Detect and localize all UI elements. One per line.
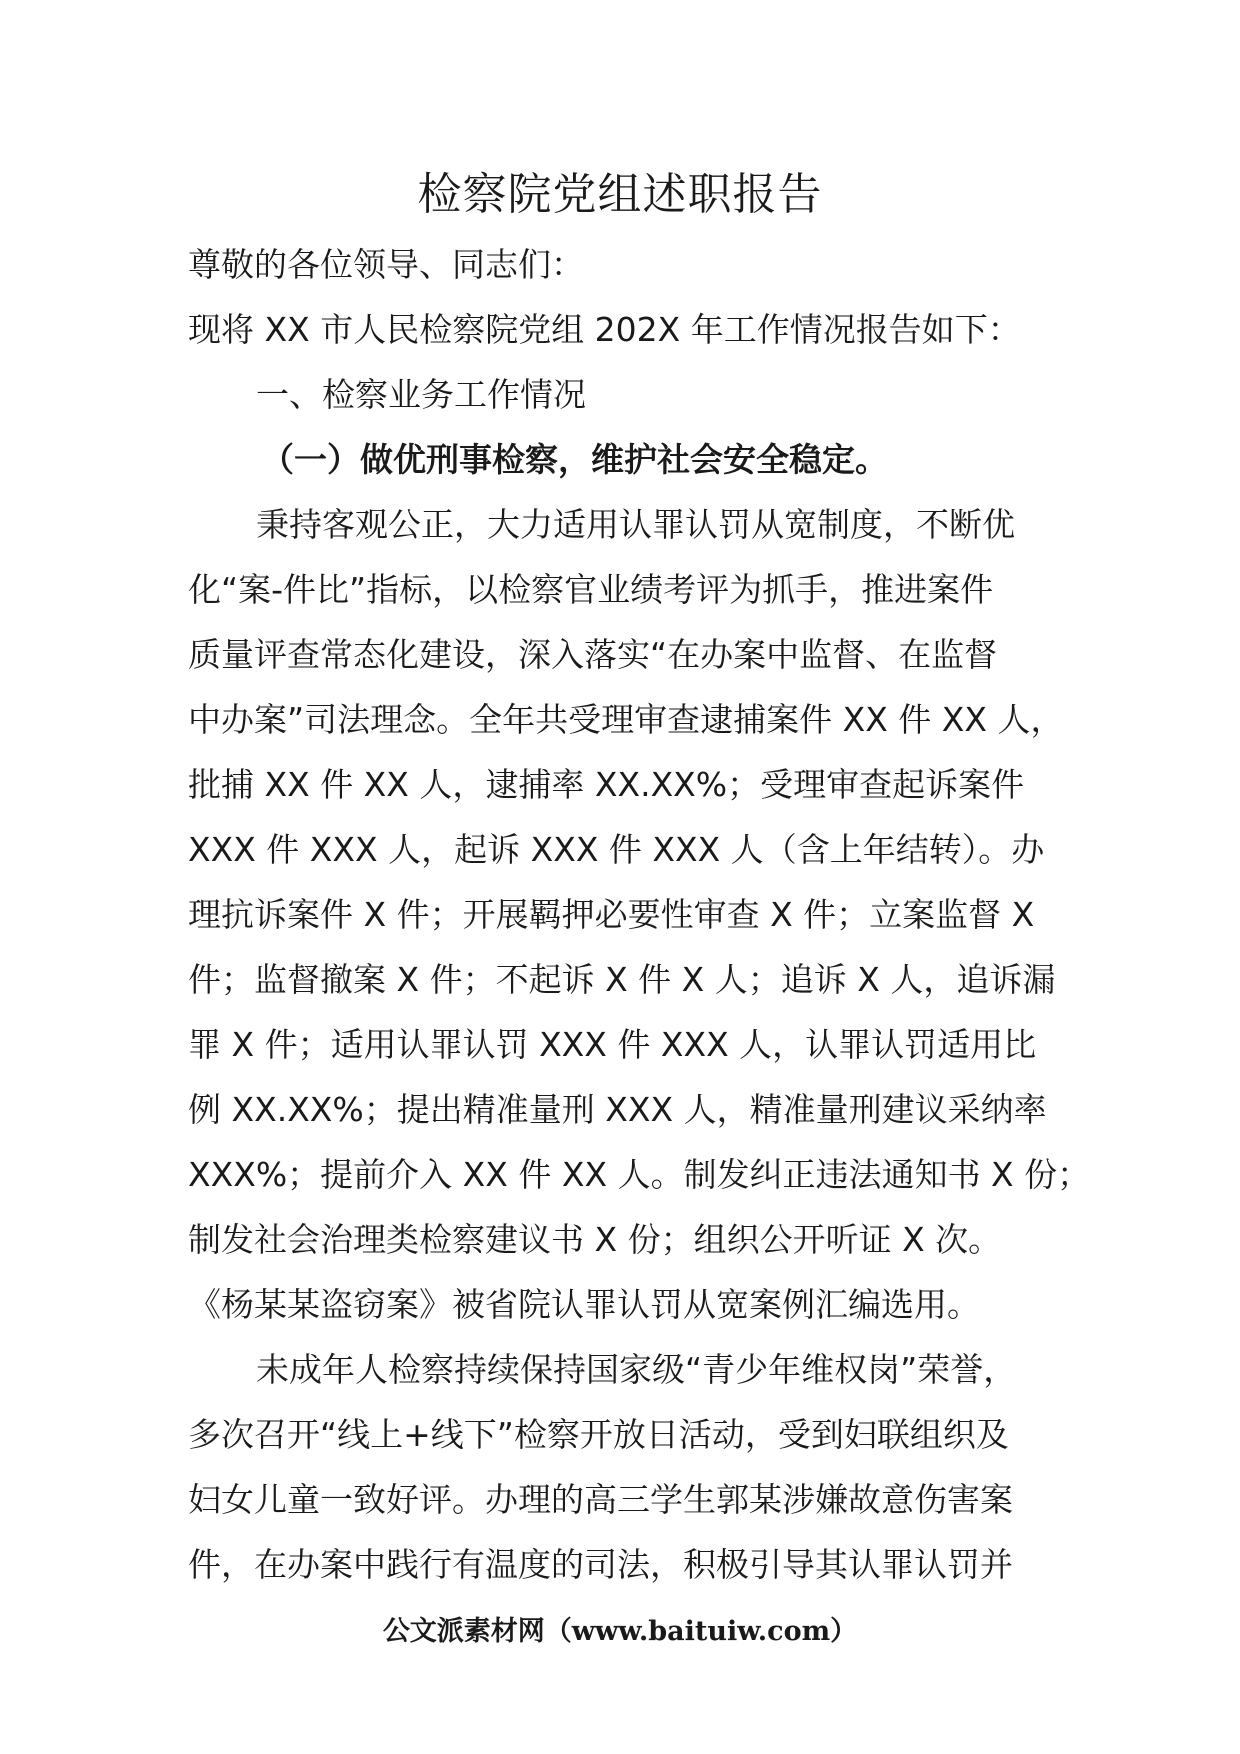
paragraph-line: 件；监督撤案 X 件；不起诉 X 件 X 人；追诉 X 人，追诉漏 — [188, 960, 1056, 999]
document-body — [188, 232, 1091, 1597]
paragraph-line: 多次召开“线上+线下”检察开放日活动，受到妇联组织及 — [188, 1415, 1009, 1454]
paragraph-line: 批捕 XX 件 XX 人，逮捕率 XX.XX%；受理审查起诉案件 — [188, 765, 1025, 804]
paragraph-line: XXX 件 XXX 人，起诉 XXX 件 XXX 人（含上年结转）。办 — [188, 830, 1045, 869]
document-title: 检察院党组述职报告 — [417, 169, 823, 220]
paragraph-line: 妇女儿童一致好评。办理的高三学生郭某涉嫌故意伤害案 — [188, 1480, 1013, 1519]
paragraph-line: 罪 X 件；适用认罪认罚 XXX 件 XXX 人，认罪认罚适用比 — [188, 1025, 1037, 1064]
footer-watermark: 公文派素材网（www.baituiw.com） — [382, 1616, 858, 1647]
paragraph-line: 质量评查常态化建设，深入落实“在办案中监督、在监督 — [188, 635, 998, 674]
paragraph-line: XXX%；提前介入 XX 件 XX 人。制发纠正违法通知书 X 份； — [188, 1155, 1091, 1194]
salutation-line: 尊敬的各位领导、同志们： — [188, 245, 584, 284]
paragraph-line: 化“案-件比”指标，以检察官业绩考评为抓手，推进案件 — [188, 570, 994, 609]
section-heading: 一、检察业务工作情况 — [256, 375, 586, 414]
paragraph-line: 理抗诉案件 X 件；开展羁押必要性审查 X 件；立案监督 X — [188, 895, 1035, 934]
paragraph-line: 中办案”司法理念。全年共受理审查逮捕案件 XX 件 XX 人， — [188, 700, 1064, 739]
paragraph-line: 制发社会治理类检察建议书 X 份；组织公开听证 X 次。 — [188, 1220, 1002, 1259]
paragraph-line: 《杨某某盗窃案》被省院认罪认罚从宽案例汇编选用。 — [188, 1285, 980, 1324]
paragraph-line: 秉持客观公正，大力适用认罪认罚从宽制度，不断优 — [256, 505, 1015, 544]
paragraph-line: 未成年人检察持续保持国家级“青少年维权岗”荣誉， — [256, 1350, 1017, 1389]
intro-line: 现将 XX 市人民检察院党组 202X 年工作情况报告如下： — [188, 310, 1021, 349]
subsection-heading: （一）做优刑事检察，维护社会安全稳定。 — [261, 440, 888, 479]
paragraph-line: 例 XX.XX%；提出精准量刑 XXX 人，精准量刑建议采纳率 — [188, 1090, 1047, 1129]
paragraph-line: 件，在办案中践行有温度的司法，积极引导其认罪认罚并 — [188, 1545, 1013, 1584]
